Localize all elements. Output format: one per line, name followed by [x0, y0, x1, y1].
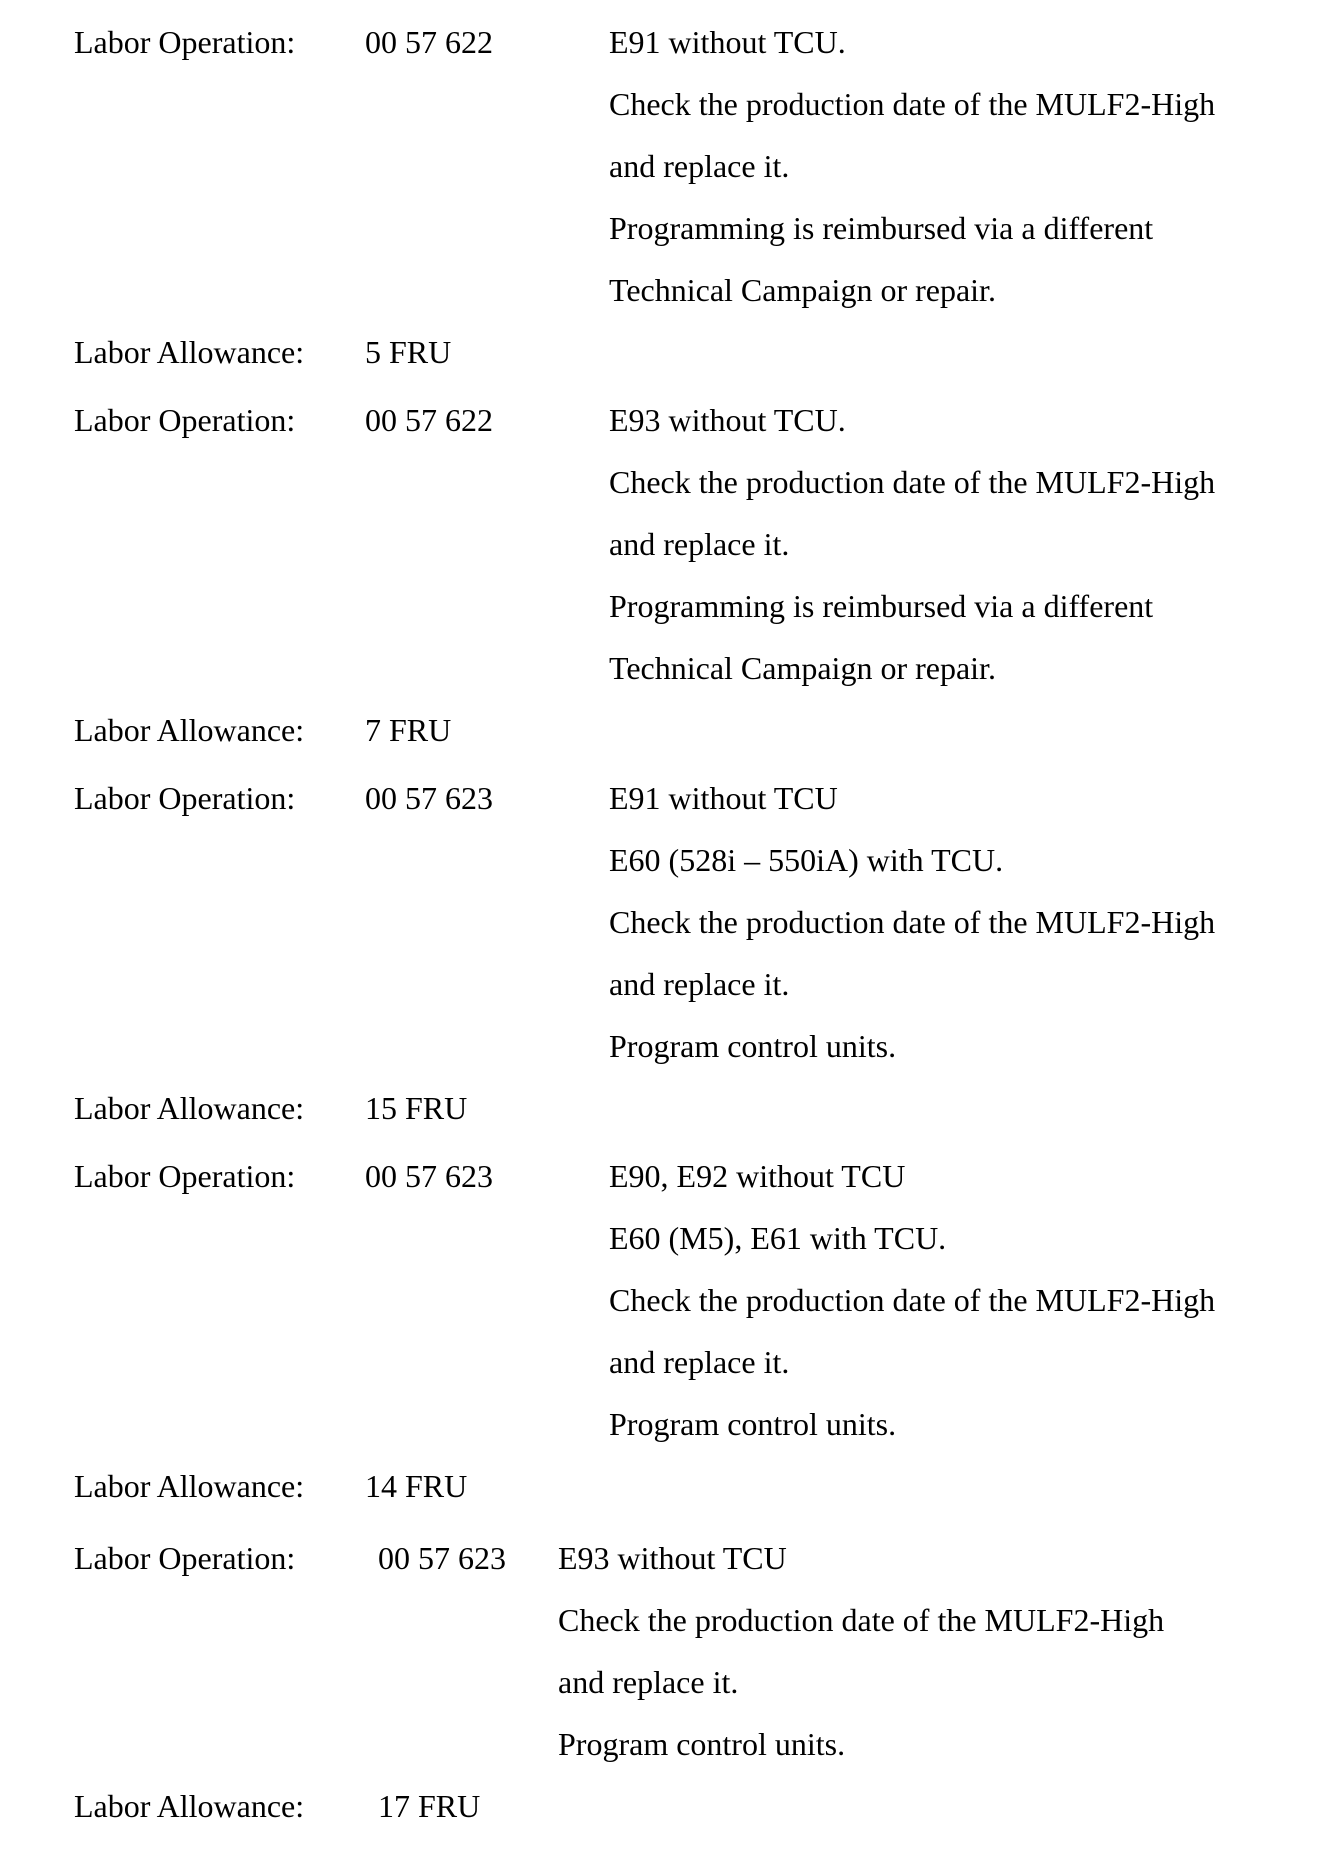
description-line: and replace it. [558, 1664, 739, 1700]
description-line: Check the production date of the MULF2-High [558, 1602, 1165, 1638]
description-line: E91 without TCU. [609, 24, 846, 60]
description-line: E93 without TCU [558, 1540, 787, 1576]
description-line: Check the production date of the MULF2-High [609, 1282, 1216, 1318]
description-line: Programming is reimbursed via a different [609, 210, 1154, 246]
allowance-label: Labor Allowance: [74, 1788, 305, 1824]
allowance-label: Labor Allowance: [74, 334, 305, 370]
allowance-value: 5 FRU [365, 334, 452, 370]
operation-label: Labor Operation: [74, 24, 296, 60]
operation-code: 00 57 623 [378, 1540, 506, 1576]
description-line: Program control units. [609, 1406, 897, 1442]
description-line: and replace it. [609, 148, 790, 184]
operation-label: Labor Operation: [74, 1540, 296, 1576]
operation-code: 00 57 623 [365, 780, 493, 816]
description-line: E93 without TCU. [609, 402, 846, 438]
description-line: Check the production date of the MULF2-High [609, 464, 1216, 500]
allowance-label: Labor Allowance: [74, 1090, 305, 1126]
operation-code: 00 57 622 [365, 402, 493, 438]
operation-code: 00 57 623 [365, 1158, 493, 1194]
description-line: Program control units. [609, 1028, 897, 1064]
operation-label: Labor Operation: [74, 780, 296, 816]
description-line: Check the production date of the MULF2-High [609, 86, 1216, 122]
operation-label: Labor Operation: [74, 402, 296, 438]
allowance-value: 17 FRU [378, 1788, 481, 1824]
operation-code: 00 57 622 [365, 24, 493, 60]
description-line: Program control units. [558, 1726, 846, 1762]
description-line: Technical Campaign or repair. [609, 650, 996, 686]
description-line: and replace it. [609, 966, 790, 1002]
description-line: E60 (528i – 550iA) with TCU. [609, 842, 1004, 878]
allowance-value: 7 FRU [365, 712, 452, 748]
description-line: E60 (M5), E61 with TCU. [609, 1220, 947, 1256]
description-line: and replace it. [609, 526, 790, 562]
description-line: E90, E92 without TCU [609, 1158, 906, 1194]
description-line: Technical Campaign or repair. [609, 272, 996, 308]
allowance-value: 15 FRU [365, 1090, 468, 1126]
description-line: E91 without TCU [609, 780, 838, 816]
allowance-label: Labor Allowance: [74, 712, 305, 748]
allowance-value: 14 FRU [365, 1468, 468, 1504]
description-line: Check the production date of the MULF2-High [609, 904, 1216, 940]
description-line: and replace it. [609, 1344, 790, 1380]
allowance-label: Labor Allowance: [74, 1468, 305, 1504]
operation-label: Labor Operation: [74, 1158, 296, 1194]
description-line: Programming is reimbursed via a different [609, 588, 1154, 624]
